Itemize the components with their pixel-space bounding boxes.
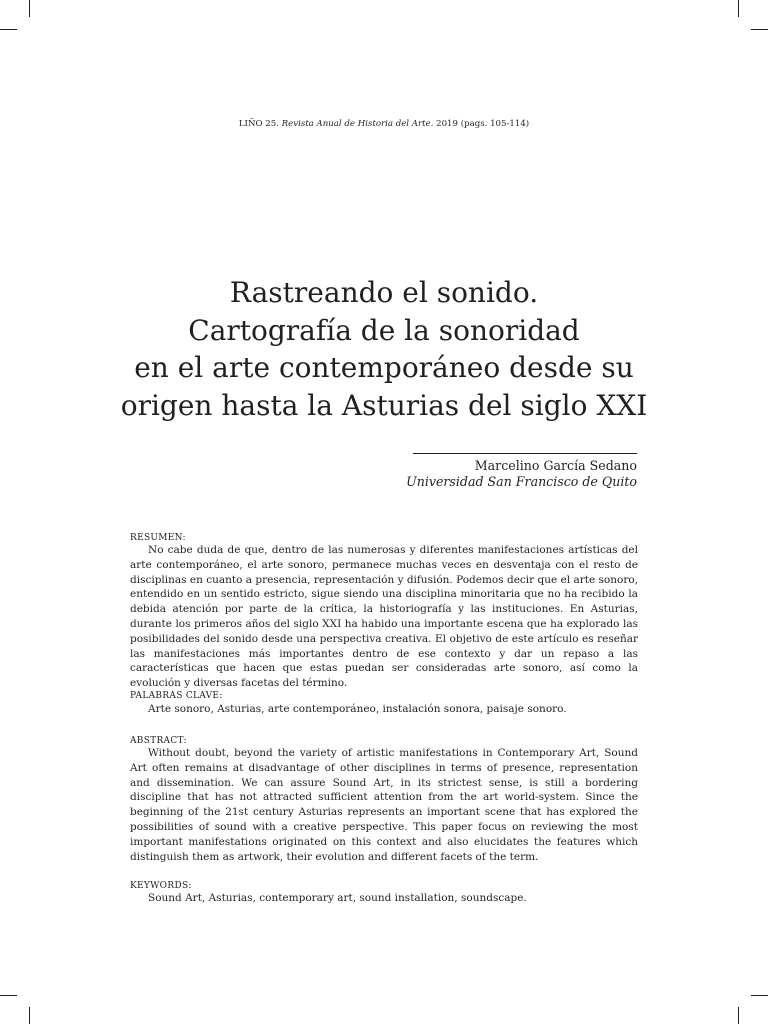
crop-mark	[751, 995, 768, 996]
abstract-text: Without doubt, beyond the variety of artistic manifestations in Contemporary Art, Sound Art often remains at disadvantage of other disciplines in terms of presence, representation and dissemination. We can assure Sound Art, in its strictest sense, is still a bordering discipline that has not attracted sufficient attention from the art world-system. Since the beginning of the 21st century Asturias represents an important scene that has explored the possibilities of sound with a creative perspective. This paper focus on reviewing the most important manifestations originated on this context and also elucidates the features which distinguish them as artwork, their evolution and different facets of the term.	[130, 747, 638, 863]
crop-mark	[0, 995, 17, 996]
crop-mark	[29, 1007, 30, 1024]
author-affiliation: Universidad San Francisco de Quito	[406, 474, 637, 489]
crop-mark	[751, 29, 768, 30]
abstract-label: ABSTRACT:	[130, 736, 187, 746]
resumen-label: RESUMEN:	[130, 533, 186, 543]
crop-mark	[738, 0, 739, 17]
running-header	[0, 119, 768, 129]
header-suffix: 2019 (pags. 105-114)	[436, 119, 530, 129]
author-divider	[413, 453, 637, 454]
palabras-clave-label: PALABRAS CLAVE:	[130, 691, 223, 701]
header-prefix: LIÑO 25.	[238, 119, 279, 129]
keywords-text: Sound Art, Asturias, contemporary art, sound installation, soundscape.	[148, 892, 527, 904]
crop-mark	[0, 29, 17, 30]
title-line: Rastreando el sonido.	[229, 276, 539, 309]
title-line: Cartografía de la sonoridad	[188, 313, 580, 347]
article-title	[84, 274, 684, 424]
title-line: origen hasta la Asturias del siglo XXI	[120, 388, 648, 422]
keywords-label: KEYWORDS:	[130, 881, 192, 891]
resumen-text: No cabe duda de que, dentro de las numerosas y diferentes manifestaciones artísticas del arte contemporáneo, el arte sonoro, permanece muchas veces en desventaja con el resto de disciplinas en cuanto a presencia, representación y difusión. Podemos decir que el arte sonoro, entendido en un sentido estricto, sigue siendo una disciplina minoritaria que no ha recibido la debida atención por parte de la crítica, la historiografía y las instituciones. En Asturias, durante los primeros años del siglo XXI ha habido una importante escena que ha explorado las posibilidades del sonido desde una perspectiva creativa. El objetivo de este artículo es reseñar las manifestaciones más importantes dentro de ese contexto y dar un repaso a las características que hacen que estas puedan ser consideradas arte sonoro, así como la evolución y diversas facetas del término.	[130, 544, 638, 690]
author-name: Marcelino García Sedano	[474, 458, 637, 473]
journal-name: Revista Anual de Historia del Arte.	[281, 119, 434, 129]
crop-mark	[738, 1007, 739, 1024]
palabras-clave-text: Arte sonoro, Asturias, arte contemporáneo, instalación sonora, paisaje sonoro.	[148, 703, 567, 715]
crop-mark	[29, 0, 30, 17]
title-line: en el arte contemporáneo desde su	[134, 351, 634, 384]
